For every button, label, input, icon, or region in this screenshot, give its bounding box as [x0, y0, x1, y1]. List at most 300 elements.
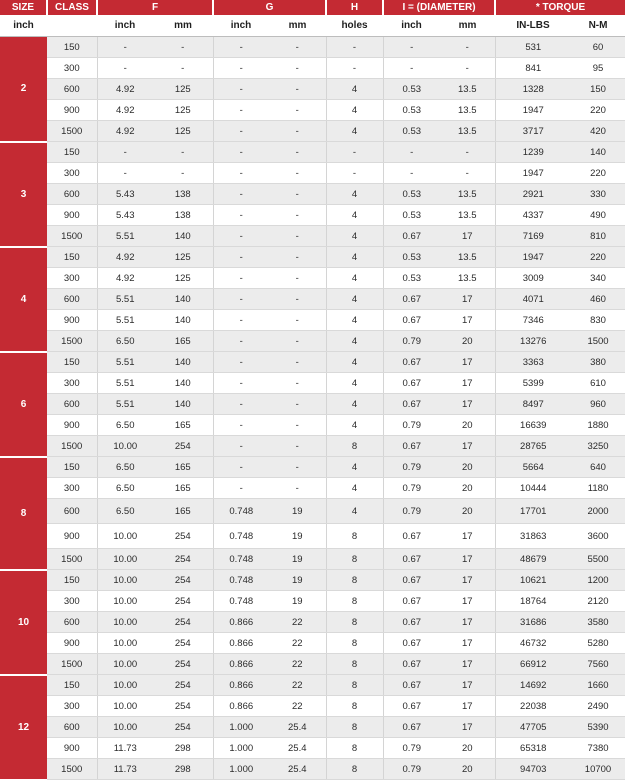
i-inch-unit: inch [383, 15, 440, 37]
g-mm-unit: mm [269, 15, 326, 37]
i-inch-cell: 0.53 [383, 268, 440, 289]
f-inch-cell: 4.92 [97, 121, 153, 142]
i-mm-cell: - [440, 37, 495, 58]
h-holes-cell: 4 [326, 79, 383, 100]
f-inch-cell: 10.00 [97, 612, 153, 633]
i-mm-cell: 20 [440, 457, 495, 478]
torque-nm-cell: 3580 [571, 612, 625, 633]
table-row [0, 310, 625, 331]
torque-inlbs-cell: 4337 [495, 205, 571, 226]
g-mm-cell: 19 [269, 570, 326, 591]
g-mm-cell: 22 [269, 633, 326, 654]
table-row [0, 121, 625, 142]
f-inch-cell: 4.92 [97, 79, 153, 100]
g-inch-cell: - [213, 289, 269, 310]
f-mm-cell: 254 [153, 549, 213, 570]
f-mm-cell: 138 [153, 205, 213, 226]
class-cell: 300 [47, 591, 97, 612]
i-inch-cell: 0.67 [383, 612, 440, 633]
i-inch-cell: 0.67 [383, 310, 440, 331]
table-row [0, 570, 625, 591]
torque-nm-cell: 960 [571, 394, 625, 415]
torque-inlbs-cell: 16639 [495, 415, 571, 436]
class-cell: 300 [47, 696, 97, 717]
i-inch-cell: 0.67 [383, 591, 440, 612]
torque-nm-cell: 830 [571, 310, 625, 331]
i-mm-cell: - [440, 163, 495, 184]
g-inch-cell: - [213, 142, 269, 163]
torque-nm-cell: 3250 [571, 436, 625, 457]
f-inch-cell: 4.92 [97, 268, 153, 289]
f-inch-cell: 11.73 [97, 738, 153, 759]
i-mm-cell: 13.5 [440, 121, 495, 142]
f-inch-cell: 5.43 [97, 184, 153, 205]
torque-nm-cell: 150 [571, 79, 625, 100]
h-holes-cell: - [326, 58, 383, 79]
h-unit: holes [326, 15, 383, 37]
f-inch-cell: 6.50 [97, 457, 153, 478]
f-mm-cell: 125 [153, 268, 213, 289]
i-mm-cell: 17 [440, 675, 495, 696]
size-cell: 10 [0, 570, 47, 675]
class-cell: 1500 [47, 331, 97, 352]
i-inch-cell: 0.79 [383, 331, 440, 352]
f-inch-cell: 5.51 [97, 310, 153, 331]
torque-inlbs-cell: 1328 [495, 79, 571, 100]
h-holes-cell: 4 [326, 247, 383, 268]
i-inch-cell: 0.79 [383, 415, 440, 436]
i-mm-cell: - [440, 58, 495, 79]
g-inch-cell: 0.866 [213, 654, 269, 675]
h-holes-cell: 8 [326, 738, 383, 759]
f-mm-cell: - [153, 58, 213, 79]
f-inch-cell: - [97, 37, 153, 58]
g-mm-cell: - [269, 268, 326, 289]
f-mm-cell: 298 [153, 759, 213, 780]
g-inch-cell: 1.000 [213, 738, 269, 759]
f-mm-cell: 254 [153, 717, 213, 738]
torque-inlbs-cell: 10444 [495, 478, 571, 499]
i-mm-cell: 17 [440, 696, 495, 717]
i-mm-cell: 17 [440, 570, 495, 591]
class-cell: 300 [47, 268, 97, 289]
f-mm-cell: 140 [153, 310, 213, 331]
class-cell: 900 [47, 415, 97, 436]
i-mm-cell: 17 [440, 373, 495, 394]
size-cell: 2 [0, 37, 47, 142]
class-cell: 900 [47, 633, 97, 654]
class-cell: 150 [47, 142, 97, 163]
torque-inlbs-cell: 3009 [495, 268, 571, 289]
i-mm-cell: 17 [440, 436, 495, 457]
i-inch-cell: 0.79 [383, 457, 440, 478]
g-mm-cell: 19 [269, 591, 326, 612]
g-inch-cell: - [213, 352, 269, 373]
class-cell: 150 [47, 457, 97, 478]
g-inch-cell: 0.866 [213, 612, 269, 633]
g-inch-cell: - [213, 415, 269, 436]
table-row [0, 759, 625, 780]
torque-nm-cell: 220 [571, 247, 625, 268]
torque-nm-cell: 420 [571, 121, 625, 142]
f-inch-cell: 5.51 [97, 373, 153, 394]
table-row [0, 58, 625, 79]
f-mm-unit: mm [153, 15, 213, 37]
class-cell: 1500 [47, 436, 97, 457]
i-mm-cell: 17 [440, 226, 495, 247]
h-holes-cell: 4 [326, 394, 383, 415]
h-holes-cell: 4 [326, 205, 383, 226]
h-holes-cell: 8 [326, 524, 383, 549]
f-mm-cell: 165 [153, 478, 213, 499]
h-holes-cell: 8 [326, 591, 383, 612]
class-cell: 300 [47, 163, 97, 184]
g-inch-cell: - [213, 163, 269, 184]
table-row [0, 524, 625, 549]
g-mm-cell: - [269, 373, 326, 394]
f-mm-cell: 125 [153, 121, 213, 142]
class-cell: 1500 [47, 121, 97, 142]
class-cell: 600 [47, 612, 97, 633]
g-mm-cell: - [269, 331, 326, 352]
h-holes-cell: 8 [326, 436, 383, 457]
h-holes-cell: - [326, 142, 383, 163]
i-inch-cell: 0.79 [383, 478, 440, 499]
table-row [0, 163, 625, 184]
torque-inlbs-cell: 31863 [495, 524, 571, 549]
h-holes-cell: 8 [326, 675, 383, 696]
g-inch-cell: - [213, 478, 269, 499]
torque-inlbs-cell: 841 [495, 58, 571, 79]
table-row [0, 457, 625, 478]
h-holes-cell: 8 [326, 549, 383, 570]
table-row [0, 205, 625, 226]
i-mm-cell: - [440, 142, 495, 163]
h-holes-cell: 4 [326, 373, 383, 394]
torque-inlbs-cell: 5664 [495, 457, 571, 478]
g-inch-cell: - [213, 37, 269, 58]
g-inch-cell: 0.748 [213, 499, 269, 524]
table-row [0, 352, 625, 373]
g-mm-cell: 19 [269, 524, 326, 549]
g-inch-cell: - [213, 394, 269, 415]
i-inch-cell: 0.67 [383, 394, 440, 415]
torque-nm-cell: 3600 [571, 524, 625, 549]
g-mm-cell: - [269, 163, 326, 184]
torque-inlbs-cell: 10621 [495, 570, 571, 591]
torque-inlbs-cell: 531 [495, 37, 571, 58]
torque-inlbs-cell: 66912 [495, 654, 571, 675]
i-mm-cell: 17 [440, 310, 495, 331]
i-inch-cell: 0.53 [383, 184, 440, 205]
h-holes-cell: 4 [326, 478, 383, 499]
g-mm-cell: 22 [269, 675, 326, 696]
g-inch-cell: - [213, 268, 269, 289]
g-inch-cell: 0.866 [213, 633, 269, 654]
g-mm-cell: 19 [269, 499, 326, 524]
f-inch-cell: 6.50 [97, 478, 153, 499]
f-inch-unit: inch [97, 15, 153, 37]
g-inch-cell: 0.748 [213, 570, 269, 591]
torque-nm-cell: 95 [571, 58, 625, 79]
table-row [0, 226, 625, 247]
table-row [0, 37, 625, 58]
class-cell: 600 [47, 79, 97, 100]
g-mm-cell: 25.4 [269, 738, 326, 759]
h-holes-cell: 4 [326, 331, 383, 352]
torque-inlbs-cell: 8497 [495, 394, 571, 415]
torque-inlbs-cell: 22038 [495, 696, 571, 717]
i-inch-cell: - [383, 37, 440, 58]
torque-nm-cell: 5390 [571, 717, 625, 738]
g-inch-cell: - [213, 247, 269, 268]
table-row [0, 696, 625, 717]
h-holes-cell: 8 [326, 633, 383, 654]
f-inch-cell: - [97, 58, 153, 79]
g-inch-cell: - [213, 79, 269, 100]
i-mm-cell: 13.5 [440, 100, 495, 121]
g-mm-cell: - [269, 184, 326, 205]
torque-nm-cell: 640 [571, 457, 625, 478]
class-cell: 600 [47, 184, 97, 205]
table-row [0, 612, 625, 633]
size-unit: inch [0, 15, 47, 37]
i-mm-cell: 17 [440, 549, 495, 570]
h-holes-cell: 4 [326, 415, 383, 436]
g-mm-cell: 22 [269, 612, 326, 633]
i-inch-cell: 0.67 [383, 570, 440, 591]
h-holes-cell: 4 [326, 457, 383, 478]
g-mm-cell: 25.4 [269, 759, 326, 780]
f-inch-cell: 6.50 [97, 415, 153, 436]
i-mm-cell: 17 [440, 717, 495, 738]
f-mm-cell: 298 [153, 738, 213, 759]
i-mm-cell: 13.5 [440, 247, 495, 268]
i-inch-cell: - [383, 142, 440, 163]
torque-nm-cell: 490 [571, 205, 625, 226]
g-mm-cell: - [269, 247, 326, 268]
g-inch-cell: 0.748 [213, 591, 269, 612]
f-inch-cell: 4.92 [97, 100, 153, 121]
torque-inlbs-cell: 94703 [495, 759, 571, 780]
table-row [0, 79, 625, 100]
f-inch-cell: 10.00 [97, 524, 153, 549]
i-inch-cell: 0.53 [383, 79, 440, 100]
torque-nm-cell: 2490 [571, 696, 625, 717]
class-cell: 600 [47, 394, 97, 415]
i-mm-cell: 20 [440, 738, 495, 759]
g-mm-cell: - [269, 352, 326, 373]
f-inch-cell: 5.51 [97, 226, 153, 247]
torque-nm-cell: 380 [571, 352, 625, 373]
i-mm-cell: 20 [440, 499, 495, 524]
f-mm-cell: 140 [153, 226, 213, 247]
f-header: F [97, 0, 213, 15]
i-inch-cell: 0.79 [383, 759, 440, 780]
class-cell: 150 [47, 37, 97, 58]
class-cell: 150 [47, 570, 97, 591]
i-inch-cell: 0.67 [383, 717, 440, 738]
torque-nm-cell: 5500 [571, 549, 625, 570]
g-mm-cell: 25.4 [269, 717, 326, 738]
g-inch-cell: - [213, 205, 269, 226]
torque-inlbs-cell: 46732 [495, 633, 571, 654]
table-row [0, 499, 625, 524]
torque-inlbs-cell: 1947 [495, 163, 571, 184]
g-inch-unit: inch [213, 15, 269, 37]
torque-inlbs-cell: 13276 [495, 331, 571, 352]
table-row [0, 373, 625, 394]
f-mm-cell: 140 [153, 373, 213, 394]
i-mm-cell: 20 [440, 415, 495, 436]
f-mm-cell: 254 [153, 675, 213, 696]
class-cell: 900 [47, 205, 97, 226]
f-mm-cell: - [153, 37, 213, 58]
f-inch-cell: 11.73 [97, 759, 153, 780]
g-inch-cell: 1.000 [213, 759, 269, 780]
f-inch-cell: 10.00 [97, 570, 153, 591]
f-inch-cell: 10.00 [97, 436, 153, 457]
table-row [0, 478, 625, 499]
class-cell: 150 [47, 675, 97, 696]
g-inch-cell: - [213, 58, 269, 79]
g-mm-cell: - [269, 478, 326, 499]
h-holes-cell: 4 [326, 268, 383, 289]
f-inch-cell: 5.43 [97, 205, 153, 226]
i-mm-cell: 17 [440, 654, 495, 675]
f-inch-cell: 10.00 [97, 717, 153, 738]
i-inch-cell: 0.67 [383, 524, 440, 549]
g-mm-cell: - [269, 37, 326, 58]
g-mm-cell: - [269, 394, 326, 415]
i-mm-cell: 17 [440, 524, 495, 549]
f-mm-cell: 165 [153, 499, 213, 524]
torque-nm-cell: 330 [571, 184, 625, 205]
g-mm-cell: 22 [269, 654, 326, 675]
h-holes-cell: 4 [326, 352, 383, 373]
i-inch-cell: - [383, 163, 440, 184]
torque-inlbs-unit: IN-LBS [495, 15, 571, 37]
g-inch-cell: - [213, 184, 269, 205]
h-holes-cell: 8 [326, 654, 383, 675]
torque-nm-cell: 340 [571, 268, 625, 289]
class-header: CLASS [47, 0, 97, 15]
f-mm-cell: 140 [153, 352, 213, 373]
h-holes-cell: 8 [326, 570, 383, 591]
g-mm-cell: - [269, 457, 326, 478]
torque-inlbs-cell: 1239 [495, 142, 571, 163]
size-cell: 8 [0, 457, 47, 570]
h-holes-cell: 4 [326, 226, 383, 247]
table-row [0, 247, 625, 268]
class-cell: 1500 [47, 654, 97, 675]
class-cell: 1500 [47, 549, 97, 570]
f-mm-cell: 254 [153, 436, 213, 457]
i-mm-cell: 17 [440, 352, 495, 373]
torque-inlbs-cell: 5399 [495, 373, 571, 394]
i-inch-cell: 0.67 [383, 675, 440, 696]
i-mm-cell: 13.5 [440, 79, 495, 100]
f-mm-cell: 125 [153, 247, 213, 268]
i-mm-unit: mm [440, 15, 495, 37]
f-mm-cell: 254 [153, 591, 213, 612]
g-mm-cell: - [269, 415, 326, 436]
i-inch-cell: 0.67 [383, 696, 440, 717]
f-inch-cell: 6.50 [97, 499, 153, 524]
f-inch-cell: 10.00 [97, 696, 153, 717]
table-row [0, 717, 625, 738]
class-cell: 900 [47, 310, 97, 331]
g-mm-cell: - [269, 142, 326, 163]
torque-nm-cell: 1180 [571, 478, 625, 499]
torque-nm-unit: N-M [571, 15, 625, 37]
f-mm-cell: 165 [153, 457, 213, 478]
torque-inlbs-cell: 2921 [495, 184, 571, 205]
table-row [0, 415, 625, 436]
h-holes-cell: 8 [326, 612, 383, 633]
class-cell: 1500 [47, 226, 97, 247]
f-inch-cell: 10.00 [97, 591, 153, 612]
torque-nm-cell: 810 [571, 226, 625, 247]
table-row [0, 549, 625, 570]
f-inch-cell: 5.51 [97, 352, 153, 373]
h-holes-cell: - [326, 37, 383, 58]
table-row [0, 675, 625, 696]
h-holes-cell: 8 [326, 759, 383, 780]
torque-inlbs-cell: 28765 [495, 436, 571, 457]
f-inch-cell: 10.00 [97, 549, 153, 570]
table-row [0, 100, 625, 121]
i-mm-cell: 20 [440, 331, 495, 352]
f-mm-cell: 125 [153, 79, 213, 100]
g-header: G [213, 0, 326, 15]
torque-inlbs-cell: 3717 [495, 121, 571, 142]
g-inch-cell: - [213, 310, 269, 331]
i-mm-cell: 17 [440, 591, 495, 612]
torque-nm-cell: 610 [571, 373, 625, 394]
h-holes-cell: 4 [326, 310, 383, 331]
g-mm-cell: - [269, 310, 326, 331]
torque-nm-cell: 60 [571, 37, 625, 58]
torque-nm-cell: 220 [571, 163, 625, 184]
f-inch-cell: 6.50 [97, 331, 153, 352]
table-row [0, 633, 625, 654]
g-mm-cell: - [269, 226, 326, 247]
torque-inlbs-cell: 1947 [495, 100, 571, 121]
torque-inlbs-cell: 7346 [495, 310, 571, 331]
header-row [0, 0, 625, 15]
h-header: H [326, 0, 383, 15]
torque-inlbs-cell: 47705 [495, 717, 571, 738]
size-cell: 6 [0, 352, 47, 457]
g-inch-cell: 0.748 [213, 524, 269, 549]
size-cell: 12 [0, 675, 47, 780]
f-mm-cell: 140 [153, 394, 213, 415]
f-inch-cell: 5.51 [97, 394, 153, 415]
torque-inlbs-cell: 48679 [495, 549, 571, 570]
table-body [0, 37, 625, 780]
i-mm-cell: 20 [440, 759, 495, 780]
i-inch-cell: 0.67 [383, 289, 440, 310]
g-mm-cell: - [269, 100, 326, 121]
torque-inlbs-cell: 7169 [495, 226, 571, 247]
table-row [0, 591, 625, 612]
g-inch-cell: 0.866 [213, 675, 269, 696]
f-mm-cell: 138 [153, 184, 213, 205]
class-cell: 150 [47, 247, 97, 268]
g-inch-cell: - [213, 436, 269, 457]
torque-nm-cell: 2120 [571, 591, 625, 612]
